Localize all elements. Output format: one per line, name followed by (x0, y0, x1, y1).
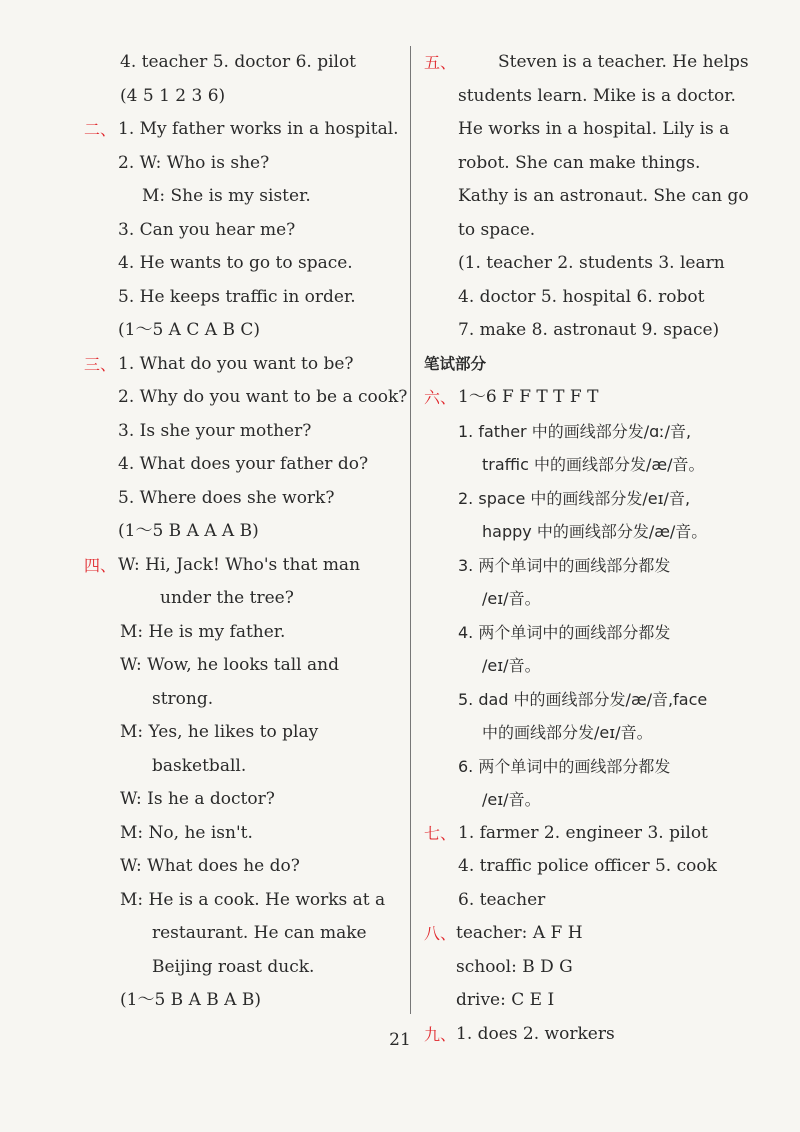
answer-line: 4. doctor 5. hospital 6. robot (458, 286, 705, 307)
answer-line: 3. Can you hear me? (118, 219, 296, 240)
passage-line: students learn. Mike is a doctor. (458, 85, 736, 106)
section-number: 五、 (424, 53, 457, 72)
answer-line: W: Is he a doctor? (120, 789, 275, 809)
section-number: 六、 (424, 388, 457, 407)
answer-line: 2. space 中的画线部分发/eɪ/音, (458, 488, 691, 508)
answer-line: M: He is my father. (120, 621, 286, 642)
answer-line: (1～5 B A A A B) (118, 521, 259, 541)
section-7-line (420, 817, 746, 851)
answer-line: (1～5 B A B A B) (120, 990, 261, 1010)
answer-line: M: He is a cook. He works at a (120, 889, 386, 910)
answer-line: 中的画线部分发/eɪ/音。 (482, 723, 653, 742)
answer-line: happy 中的画线部分发/æ/音。 (482, 522, 708, 541)
right-column (420, 46, 749, 1051)
section-number: 九、 (424, 1024, 457, 1044)
passage-line: to space. (458, 219, 536, 240)
answer-line: 3. 两个单词中的画线部分都发 (458, 555, 671, 575)
section-number: 八、 (424, 924, 457, 943)
answer-line: 6. 两个单词中的画线部分都发 (458, 756, 671, 776)
answer-line: (1～5 A C A B C) (118, 320, 260, 340)
answer-line: 3. Is she your mother? (118, 420, 312, 441)
answer-text: 1. What do you want to be? (118, 353, 354, 374)
section-number: 四、 (84, 555, 117, 575)
passage-line: Kathy is an astronaut. She can go (458, 186, 749, 206)
answer-text: 1. does 2. workers (456, 1023, 615, 1044)
answer-line: basketball. (152, 755, 247, 776)
answer-line: 5. dad 中的画线部分发/æ/音,face (458, 689, 708, 709)
answer-line: (4 5 1 2 3 6) (120, 85, 226, 106)
page-number: 21 (389, 1030, 411, 1050)
answer-line: /eɪ/音。 (482, 589, 541, 608)
passage-line: robot. She can make things. (458, 152, 701, 173)
answer-line: 4. He wants to go to space. (118, 253, 353, 273)
answer-line: traffic 中的画线部分发/æ/音。 (482, 455, 705, 474)
answer-line: W: What does he do? (120, 856, 300, 876)
left-column (78, 46, 408, 1018)
answer-line: 4. What does your father do? (118, 454, 369, 474)
answer-line: (1. teacher 2. students 3. learn (458, 253, 725, 273)
answer-line: 6. teacher (458, 889, 546, 910)
answer-line: /eɪ/音。 (482, 656, 541, 675)
section-8-line (420, 917, 746, 951)
section-6-line (420, 381, 746, 415)
written-part-heading: 笔试部分 (424, 354, 487, 373)
answer-line: Beijing roast duck. (152, 956, 315, 977)
answer-text: teacher: A F H (456, 923, 583, 943)
answer-line: M: No, he isn't. (120, 822, 253, 843)
answer-line: 4. traffic police officer 5. cook (458, 856, 717, 876)
answer-line: 4. 两个单词中的画线部分都发 (458, 622, 671, 642)
column-divider (410, 46, 411, 1014)
answer-line: 4. teacher 5. doctor 6. pilot (120, 52, 357, 72)
answer-line: 2. Why do you want to be a cook? (118, 387, 408, 407)
answer-line: 5. Where does she work? (118, 487, 335, 508)
section-5-line (420, 46, 749, 80)
answer-line: restaurant. He can make (152, 923, 367, 943)
answer-line: 1. father 中的画线部分发/ɑː/音, (458, 421, 692, 441)
answer-line: under the tree? (160, 588, 294, 608)
answer-text: W: Hi, Jack! Who's that man (118, 554, 361, 575)
answer-line: /eɪ/音。 (482, 790, 541, 809)
answer-text: 1～6 F F T T F T (458, 387, 599, 407)
answer-line: 5. He keeps traffic in order. (118, 286, 356, 307)
section-2-line (78, 113, 408, 147)
answer-line: 7. make 8. astronaut 9. space) (458, 320, 720, 340)
answer-line: M: She is my sister. (142, 186, 311, 206)
section-number: 七、 (424, 823, 457, 843)
answer-line: strong. (152, 688, 214, 709)
section-number: 三、 (84, 354, 117, 374)
section-number: 二、 (84, 120, 117, 139)
answer-line: school: B D G (456, 956, 573, 977)
passage-line: He works in a hospital. Lily is a (458, 119, 730, 139)
answer-line: drive: C E I (456, 990, 555, 1010)
section-3-line (78, 348, 408, 382)
answer-text: 1. My father works in a hospital. (118, 119, 399, 139)
passage-text: Steven is a teacher. He helps (498, 52, 749, 72)
answer-text: 1. farmer 2. engineer 3. pilot (458, 822, 708, 843)
answer-line: M: Yes, he likes to play (120, 722, 319, 742)
answer-line: W: Wow, he looks tall and (120, 655, 339, 675)
answer-line: 2. W: Who is she? (118, 152, 270, 173)
section-4-line (78, 549, 408, 583)
